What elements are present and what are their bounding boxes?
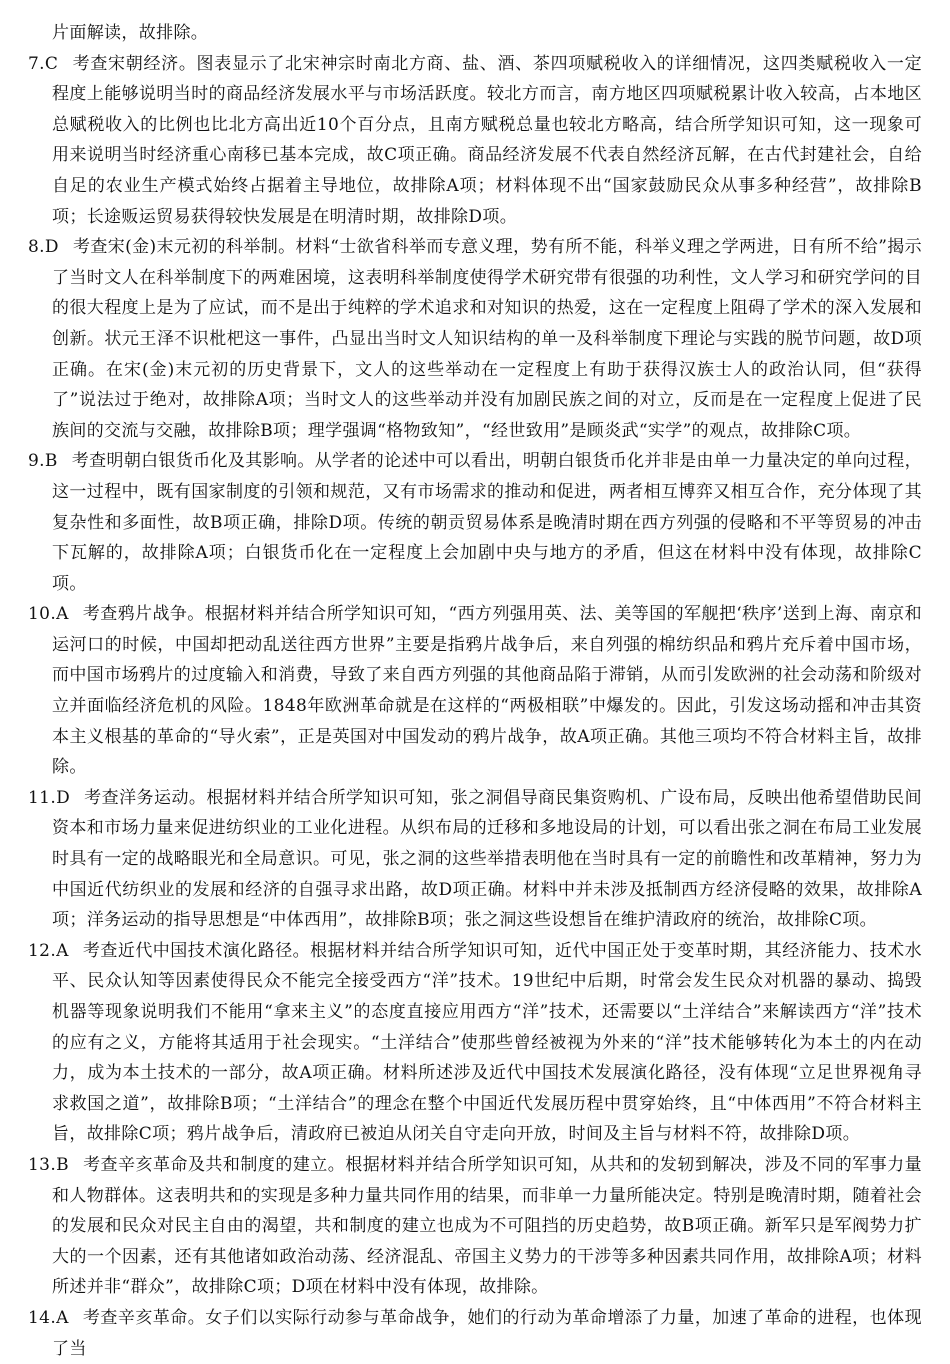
item-answer: D [56, 787, 71, 808]
item-explanation: 考查鸦片战争。根据材料并结合所学知识可知，“西方列强用英、法、美等国的军舰把‘秩序’送到上海、南京和运河口的时候，中国却把动乱送往西方世界”主要是指鸦片战争后，来自列强的棉纺织品和鸦片充斥着中国市场，而中国市场鸦片的过度输入和消费，导致了来自西方列强的其他商品陷于滞销，从而引发欧洲的社会动荡和阶级对立并面临经济危机的风险。1848年欧洲革命就是在这样的“两极相联”中爆发的。因此，引发这场动摇和冲击其资本主义根基的革命的“导火索”，正是英国对中国发动的鸦片战争，故A项正确。其他三项均不符合材料主旨，故排除。 [52, 604, 922, 778]
item-explanation: 考查辛亥革命。女子们以实际行动参与革命战争，她们的行动为革命增添了力量，加速了革命的进程，也体现了当 [52, 1307, 922, 1359]
item-answer: A [56, 604, 69, 625]
item-answer: B [44, 451, 58, 472]
item-answer: B [56, 1154, 69, 1175]
item-number: 13. [28, 1154, 57, 1175]
item-answer: C [44, 53, 59, 74]
answer-item-7 [28, 49, 922, 233]
item-answer: A [56, 940, 69, 961]
answer-explanations-page [28, 18, 922, 1364]
answer-item-11 [28, 783, 922, 936]
answer-item-9 [28, 446, 922, 599]
item-number: 10. [28, 604, 57, 625]
item-explanation: 考查宋朝经济。图表显示了北宋神宗时南北方商、盐、酒、茶四项赋税收入的详细情况，这四类赋税收入一定程度上能够说明当时的商品经济发展水平与市场活跃度。较北方而言，南方地区四项赋税累计收入较高，占本地区总赋税收入的比例也比北方高出近10个百分点，且南方赋税总量也较北方略高，结合所学知识可知，这一现象可用来说明当时经济重心南移已基本完成，故C项正确。商品经济发展不代表自然经济瓦解，在古代封建社会，自给自足的农业生产模式始终占据着主导地位，故排除A项；材料体现不出“国家鼓励民众从事多种经营”，故排除B项；长途贩运贸易获得较快发展是在明清时期，故排除D项。 [52, 53, 922, 227]
item-explanation: 考查洋务运动。根据材料并结合所学知识可知，张之洞倡导商民集资购机、广设布局，反映出他希望借助民间资本和市场力量来促进纺织业的工业化进程。从织布局的迁移和多地设局的计划，可以看出张之洞在布局工业发展时具有一定的战略眼光和全局意识。可见，张之洞的这些举措表明他在当时具有一定的前瞻性和改革精神，努力为中国近代纺织业的发展和经济的自强寻求出路，故D项正确。材料中并未涉及抵制西方经济侵略的效果，故排除A项；洋务运动的指导思想是“中体西用”，故排除B项；张之洞这些设想旨在维护清政府的统治，故排除C项。 [52, 787, 922, 931]
item-explanation: 考查宋(金)末元初的科举制。材料“士欲省科举而专意义理，势有所不能，科举义理之学两进，日有所不给”揭示了当时文人在科举制度下的两难困境，这表明科举制度使得学术研究带有很强的功利性，文人学习和研究学问的目的很大程度上是为了应试，而不是出于纯粹的学术追求和对知识的热爱，这在一定程度上阻碍了学术的深入发展和创新。状元王泽不识枇杷这一事件，凸显出当时文人知识结构的单一及科举制度下理论与实践的脱节问题，故D项正确。在宋(金)末元初的历史背景下，文人的这些举动在一定程度上有助于获得汉族士人的政治认同，但“获得了”说法过于绝对，故排除A项；当时文人的这些举动并没有加剧民族之间的对立，反而是在一定程度上促进了民族间的交流与交融，故排除B项；理学强调“格物致知”，“经世致用”是顾炎武“实学”的观点，故排除C项。 [52, 237, 922, 441]
item-number: 11. [28, 787, 57, 808]
item-number: 12. [28, 940, 57, 961]
answer-item-12 [28, 936, 922, 1150]
item-explanation: 考查明朝白银货币化及其影响。从学者的论述中可以看出，明朝白银货币化并非是由单一力量决定的单向过程，这一过程中，既有国家制度的引领和规范，又有市场需求的推动和促进，两者相互博弈又相互合作，充分体现了其复杂性和多面性，故B项正确，排除D项。传统的朝贡贸易体系是晚清时期在西方列强的侵略和不平等贸易的冲击下瓦解的，故排除A项；白银货币化在一定程度上会加剧中央与地方的矛盾，但这在材料中没有体现，故排除C项。 [52, 451, 922, 594]
answer-item-8 [28, 232, 922, 446]
item-answer: A [56, 1307, 69, 1328]
item-explanation: 考查辛亥革命及共和制度的建立。根据材料并结合所学知识可知，从共和的发轫到解决，涉及不同的军事力量和人物群体。这表明共和的实现是多种力量共同作用的结果，而非单一力量所能决定。特别是晚清时期，随着社会的发展和民众对民主自由的渴望，共和制度的建立也成为不可阻挡的历史趋势，故B项正确。新军只是军阀势力扩大的一个因素，还有其他诸如政治动荡、经济混乱、帝国主义势力的干涉等多种因素共同作用，故排除A项；材料所述并非“群众”，故排除C项；D项在材料中没有体现，故排除。 [52, 1154, 922, 1298]
answer-item-14 [28, 1303, 922, 1364]
answer-item-13 [28, 1150, 922, 1303]
item-number: 7. [28, 53, 45, 74]
item-number: 9. [28, 451, 45, 472]
item-answer: D [44, 237, 59, 258]
answer-item-10 [28, 599, 922, 783]
item-number: 14. [28, 1307, 57, 1328]
item-number: 8. [28, 237, 45, 258]
intro-line: 片面解读，故排除。 [52, 23, 209, 43]
item-explanation: 考查近代中国技术演化路径。根据材料并结合所学知识可知，近代中国正处于变革时期，其经济能力、技术水平、民众认知等因素使得民众不能完全接受西方“洋”技术。19世纪中后期，时常会发生民众对机器的暴动、捣毁机器等现象说明我们不能用“拿来主义”的态度直接应用西方“洋”技术，还需要以“土洋结合”来解读西方“洋”技术的应有之义，方能将其适用于社会现实。“土洋结合”使那些曾经被视为外来的“洋”技术能够转化为本土的内在动力，成为本土技术的一部分，故A项正确。材料所述涉及近代中国技术发展演化路径，没有体现“立足世界视角寻求救国之道”，故排除B项；“土洋结合”的理念在整个中国近代发展历程中贯穿始终，且“中体西用”不符合材料主旨，故排除C项；鸦片战争后，清政府已被迫从闭关自守走向开放，时间及主旨与材料不符，故排除D项。 [52, 940, 922, 1145]
